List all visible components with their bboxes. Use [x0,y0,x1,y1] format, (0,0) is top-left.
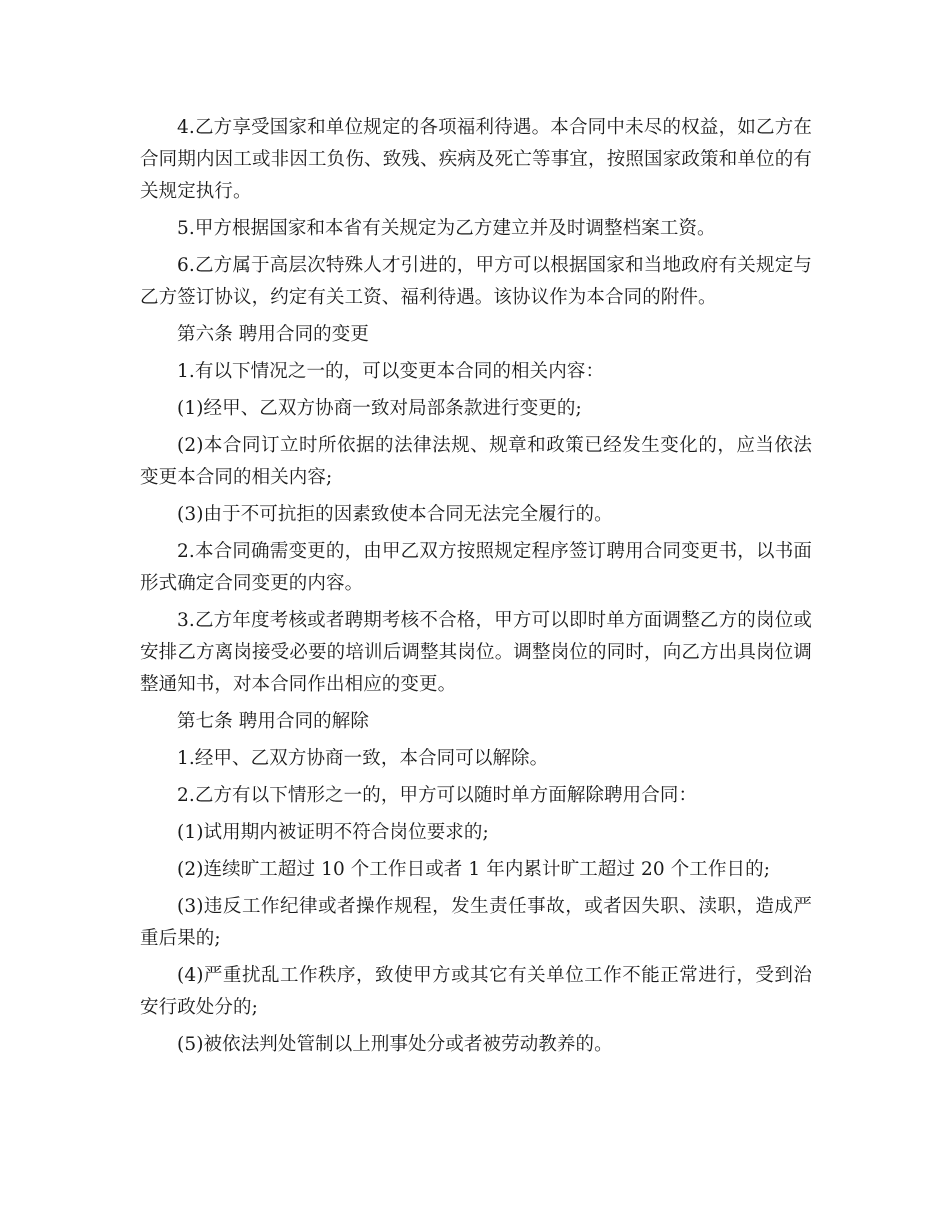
list-item-change-2: (2)本合同订立时所依据的法律法规、规章和政策已经发生变化的，应当依法变更本合同的相关内容; [140,435,812,488]
paragraph-change-procedure: 2.本合同确需变更的，由甲乙双方按照规定程序签订聘用合同变更书，以书面形式确定合同变更的内容。 [140,541,812,594]
paragraph-welfare: 4.乙方享受国家和单位规定的各项福利待遇。本合同中未尽的权益，如乙方在合同期内因工或非因工负伤、致残、疾病及死亡等事宜，按照国家政策和单位的有关规定执行。 [140,117,812,202]
paragraph-mutual-termination: 1.经甲、乙双方协商一致，本合同可以解除。 [177,748,549,769]
paragraph-archive-salary: 5.甲方根据国家和本省有关规定为乙方建立并及时调整档案工资。 [177,218,716,239]
list-item-termination-5: (5)被依法判处管制以上刑事处分或者被劳动教养的。 [177,1034,613,1055]
list-item-termination-1: (1)试用期内被证明不符合岗位要求的; [177,822,489,843]
list-item-change-1: (1)经甲、乙双方协商一致对局部条款进行变更的; [177,398,582,419]
list-item-termination-3: (3)违反工作纪律或者操作规程，发生责任事故，或者因失职、渎职，造成严重后果的; [140,896,812,949]
list-item-termination-2: (2)连续旷工超过 10 个工作日或者 1 年内累计旷工超过 20 个工作日的; [177,859,771,880]
paragraph-unilateral-termination: 2.乙方有以下情形之一的，甲方可以随时单方面解除聘用合同： [177,785,698,806]
document-page [140,112,812,1066]
list-item-change-3: (3)由于不可抗拒的因素致使本合同无法完全履行的。 [177,504,613,525]
paragraph-change-conditions: 1.有以下情况之一的，可以变更本合同的相关内容： [177,361,605,382]
section-heading-article-6: 第六条 聘用合同的变更 [177,324,369,345]
paragraph-special-talent: 6.乙方属于高层次特殊人才引进的，甲方可以根据国家和当地政府有关规定与乙方签订协议，约定有关工资、福利待遇。该协议作为本合同的附件。 [140,255,812,308]
section-heading-article-7: 第七条 聘用合同的解除 [177,711,369,732]
paragraph-assessment-failure: 3.乙方年度考核或者聘期考核不合格，甲方可以即时单方面调整乙方的岗位或安排乙方离岗接受必要的培训后调整其岗位。调整岗位的同时，向乙方出具岗位调整通知书，对本合同作出相应的变更。 [140,610,812,695]
list-item-termination-4: (4)严重扰乱工作秩序，致使甲方或其它有关单位工作不能正常进行，受到治安行政处分的; [140,965,812,1018]
